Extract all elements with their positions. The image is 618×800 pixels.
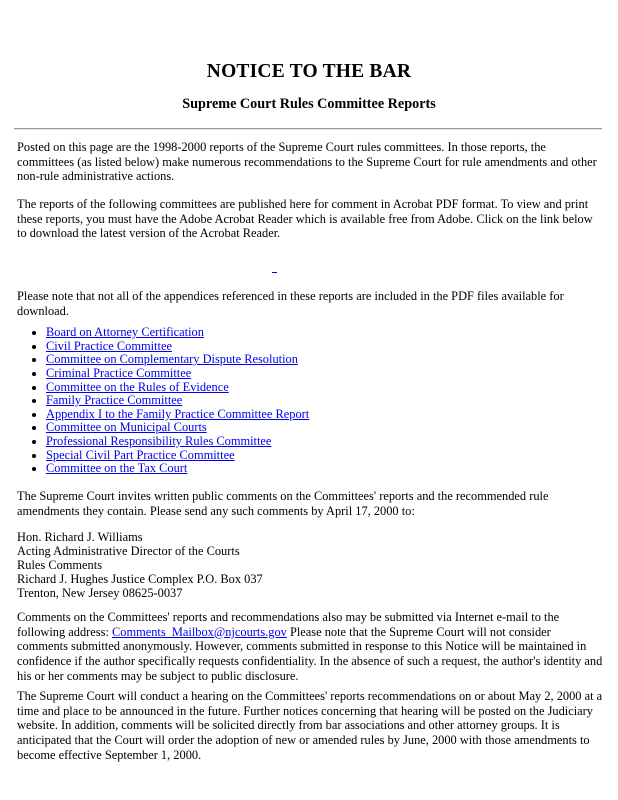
email-paragraph xyxy=(17,610,603,683)
address-line: Acting Administrative Director of the Courts xyxy=(17,544,240,559)
acrobat-download-link[interactable] xyxy=(272,262,277,273)
address-line: Trenton, New Jersey 08625-0037 xyxy=(17,586,183,601)
horizontal-divider xyxy=(14,128,602,130)
committee-link-professional-responsibility[interactable]: Professional Responsibility Rules Committee xyxy=(46,434,272,449)
appendices-note: Please note that not all of the appendices referenced in these reports are included in the PDF files available for download. xyxy=(17,289,564,318)
address-line: Rules Comments xyxy=(17,558,103,573)
list-item xyxy=(46,353,606,367)
email-text-after: Please note that the Supreme Court will not consider comments submitted anonymously. However, comments submitted in response to this Notice will be maintained in confidence if the author specifically requests confidentiality. In the absence of such a request, the author's identity and his or her comments may be subject to public disclosure. xyxy=(17,624,603,683)
address-line: Richard J. Hughes Justice Complex P.O. Box 037 xyxy=(17,572,263,587)
committee-link-family-appendix[interactable]: Appendix I to the Family Practice Committee Report xyxy=(46,406,310,421)
list-item xyxy=(46,381,606,395)
committee-link-special-civil-part[interactable]: Special Civil Part Practice Committee xyxy=(46,447,235,462)
acrobat-paragraph: The reports of the following committees are published here for comment in Acrobat PDF format. To view and print these reports, you must have the Adobe Acrobat Reader which is available free from Adobe. Click on the link below to download the latest version of the Acrobat Reader. xyxy=(17,197,593,241)
mailing-address xyxy=(17,530,597,600)
email-text-before: Comments on the Committees' reports and recommendations also may be submitted via Internet e-mail to the following address: xyxy=(17,610,560,639)
page-subtitle: Supreme Court Rules Committee Reports xyxy=(182,96,436,112)
list-item xyxy=(46,408,606,422)
list-item xyxy=(46,394,606,408)
committee-link-dispute-resolution[interactable]: Committee on Complementary Dispute Resolution xyxy=(46,352,298,367)
hearing-paragraph: The Supreme Court will conduct a hearing on the Committees' reports recommendations on or about May 2, 2000 at a time and place to be announced in the future. Further notices concerning that hearing will be posted on the Judiciary website. In addition, comments will be solicited directly from bar associations and other attorney groups. It is anticipated that the Court will order the adoption of new or amended rules by June, 2000 with those amendments to become effective September 1, 2000. xyxy=(17,689,603,762)
committee-link-rules-of-evidence[interactable]: Committee on the Rules of Evidence xyxy=(46,379,229,394)
address-line: Hon. Richard J. Williams xyxy=(17,530,143,544)
list-item xyxy=(46,449,606,463)
list-item xyxy=(46,435,606,449)
committee-link-family-practice[interactable]: Family Practice Committee xyxy=(46,393,183,408)
committee-link-tax-court[interactable]: Committee on the Tax Court xyxy=(46,461,188,476)
committee-list xyxy=(17,326,606,476)
committee-link-attorney-certification[interactable]: Board on Attorney Certification xyxy=(46,325,204,339)
list-item xyxy=(46,462,606,476)
intro-paragraph: Posted on this page are the 1998-2000 reports of the Supreme Court rules committees. In those reports, the committees (as listed below) make numerous recommendations to the Supreme Court for rule amendments and other non-rule administrative actions. xyxy=(17,140,597,184)
committee-link-municipal-courts[interactable]: Committee on Municipal Courts xyxy=(46,420,207,435)
page-title: NOTICE TO THE BAR xyxy=(206,61,412,82)
email-link[interactable]: Comments_Mailbox@njcourts.gov xyxy=(111,624,287,639)
list-item xyxy=(46,367,606,381)
committee-link-criminal-practice[interactable]: Criminal Practice Committee xyxy=(46,365,192,380)
list-item xyxy=(46,340,606,354)
comments-invitation: The Supreme Court invites written public comments on the Committees' reports and the recommended rule amendments they contain. Please send any such comments by April 17, 2000 to: xyxy=(17,489,549,518)
list-item xyxy=(46,326,606,340)
list-item xyxy=(46,421,606,435)
committee-link-civil-practice[interactable]: Civil Practice Committee xyxy=(46,338,172,353)
